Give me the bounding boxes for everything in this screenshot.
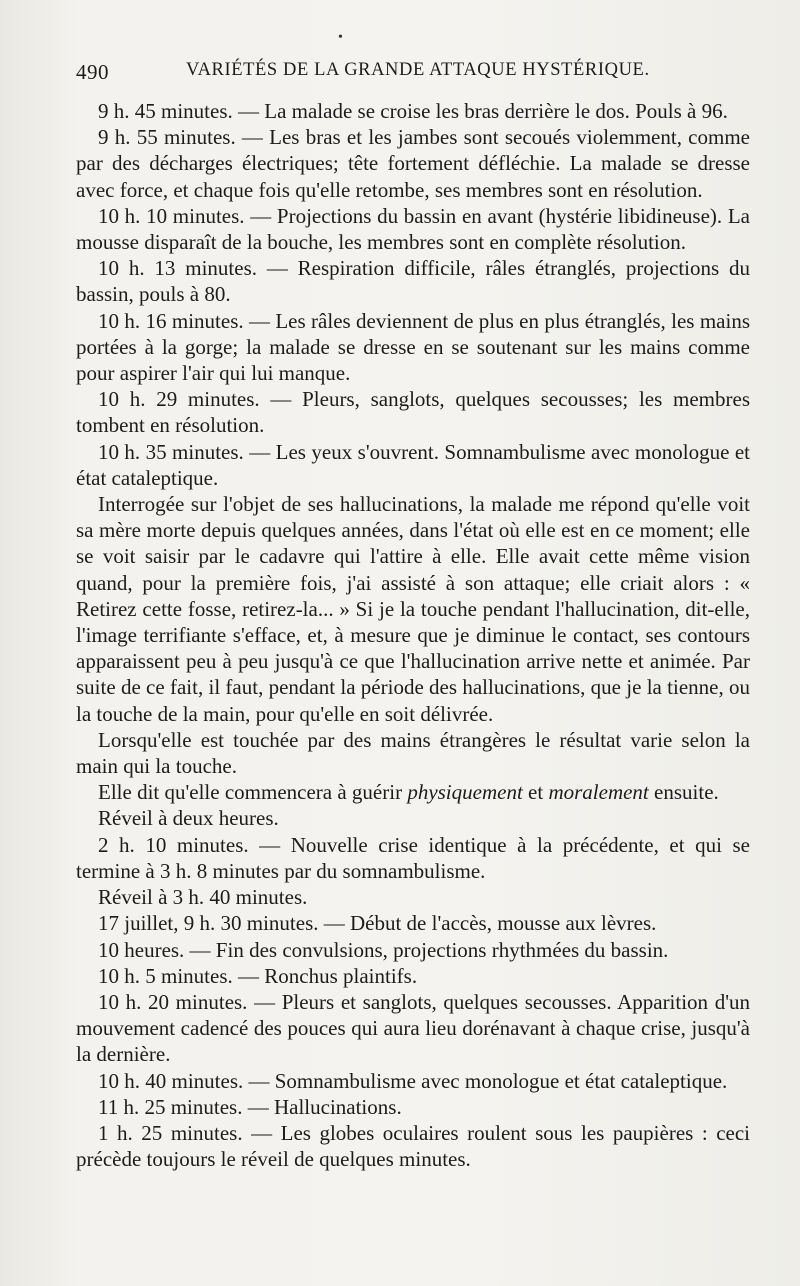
page-number: 490 (76, 60, 109, 84)
text-run: ensuite. (648, 780, 719, 805)
paragraph: 2 h. 10 minutes. — Nouvelle crise identique à la précédente, et qui se termine à 3 h. 8 minutes par du somnambulisme. (76, 832, 750, 883)
paragraph: 10 h. 13 minutes. — Respiration difficile, râles étranglés, projections du bassin, pouls à 80. (76, 256, 750, 307)
paragraph: 1 h. 25 minutes. — Les globes oculaires roulent sous les paupières : ceci précède toujours le réveil de quelques minutes. (76, 1120, 750, 1172)
paragraph: 10 h. 29 minutes. — Pleurs, sanglots, quelques secousses; les membres tombent en résolution. (76, 387, 750, 438)
paragraph: 10 h. 5 minutes. — Ronchus plaintifs. (98, 963, 418, 988)
paragraph: 10 h. 20 minutes. — Pleurs et sanglots, quelques secousses. Apparition d'un mouvement cadencé des pouces qui aura lieu dorénavant à chaque crise, jusqu'à la dernière. (76, 989, 750, 1067)
ink-dot: • (338, 30, 343, 45)
italic-word: physiquement (407, 780, 523, 805)
running-title: VARIÉTÉS DE LA GRANDE ATTAQUE HYSTÉRIQUE. (186, 60, 650, 80)
paragraph: 10 heures. — Fin des convulsions, projections rhythmées du bassin. (98, 937, 669, 962)
paragraph-with-italics (76, 779, 750, 805)
body-text (76, 98, 750, 1172)
paragraph: 10 h. 40 minutes. — Somnambulisme avec monologue et état cataleptique. (98, 1068, 728, 1093)
paragraph: 10 h. 35 minutes. — Les yeux s'ouvrent. Somnambulisme avec monologue et état cataleptique. (76, 439, 750, 490)
text-run: Elle dit qu'elle commencera à guérir (98, 780, 408, 805)
paragraph: 9 h. 55 minutes. — Les bras et les jambes sont secoués violemment, comme par des décharges électriques; tête fortement défléchie. La malade se dresse avec force, et chaque fois qu'elle retombe, ses membres sont en résolution. (76, 125, 750, 202)
paragraph: 11 h. 25 minutes. — Hallucinations. (98, 1094, 402, 1119)
paragraph: Réveil à deux heures. (98, 806, 279, 831)
paragraph: 10 h. 10 minutes. — Projections du bassin en avant (hystérie libidineuse). La mousse disparaît de la bouche, les membres sont en complète résolution. (76, 203, 750, 255)
paragraph: 10 h. 16 minutes. — Les râles deviennent de plus en plus étranglés, les mains portées à la gorge; la malade se dresse en se soutenant sur les mains comme pour aspirer l'air qui lui manque. (76, 308, 750, 386)
paragraph: 9 h. 45 minutes. — La malade se croise les bras derrière le dos. Pouls à 96. (98, 99, 728, 123)
text-run: et (522, 780, 549, 805)
paragraph: Lorsqu'elle est touchée par des mains étrangères le résultat varie selon la main qui la touche. (76, 727, 750, 779)
paragraph: Réveil à 3 h. 40 minutes. (98, 885, 308, 910)
paragraph: Interrogée sur l'objet de ses hallucinations, la malade me répond qu'elle voit sa mère morte depuis quelques années, dans l'état où elle est en ce moment; elle se voit saisir par le cadavre qui l'attire à elle. Elle avait cette même vision quand, pour la première fois, j'ai assisté à son attaque; elle criait alors : « Retirez cette fosse, retirez-la... » Si je la touche pendant l'hallucination, dit-elle, l'image terrifiante s'efface, et, à mesure que je diminue le contact, ses contours apparaissent peu à peu jusqu'à ce que l'hallucination arrive nette et animée. Par suite de ce fait, il faut, pendant la période des hallucinations, que je la tienne, ou la touche de la main, pour qu'elle en soit délivrée. (76, 492, 750, 726)
paragraph: 17 juillet, 9 h. 30 minutes. — Début de l'accès, mousse aux lèvres. (98, 911, 657, 936)
page-header (76, 58, 756, 86)
italic-word: moralement (548, 780, 649, 805)
